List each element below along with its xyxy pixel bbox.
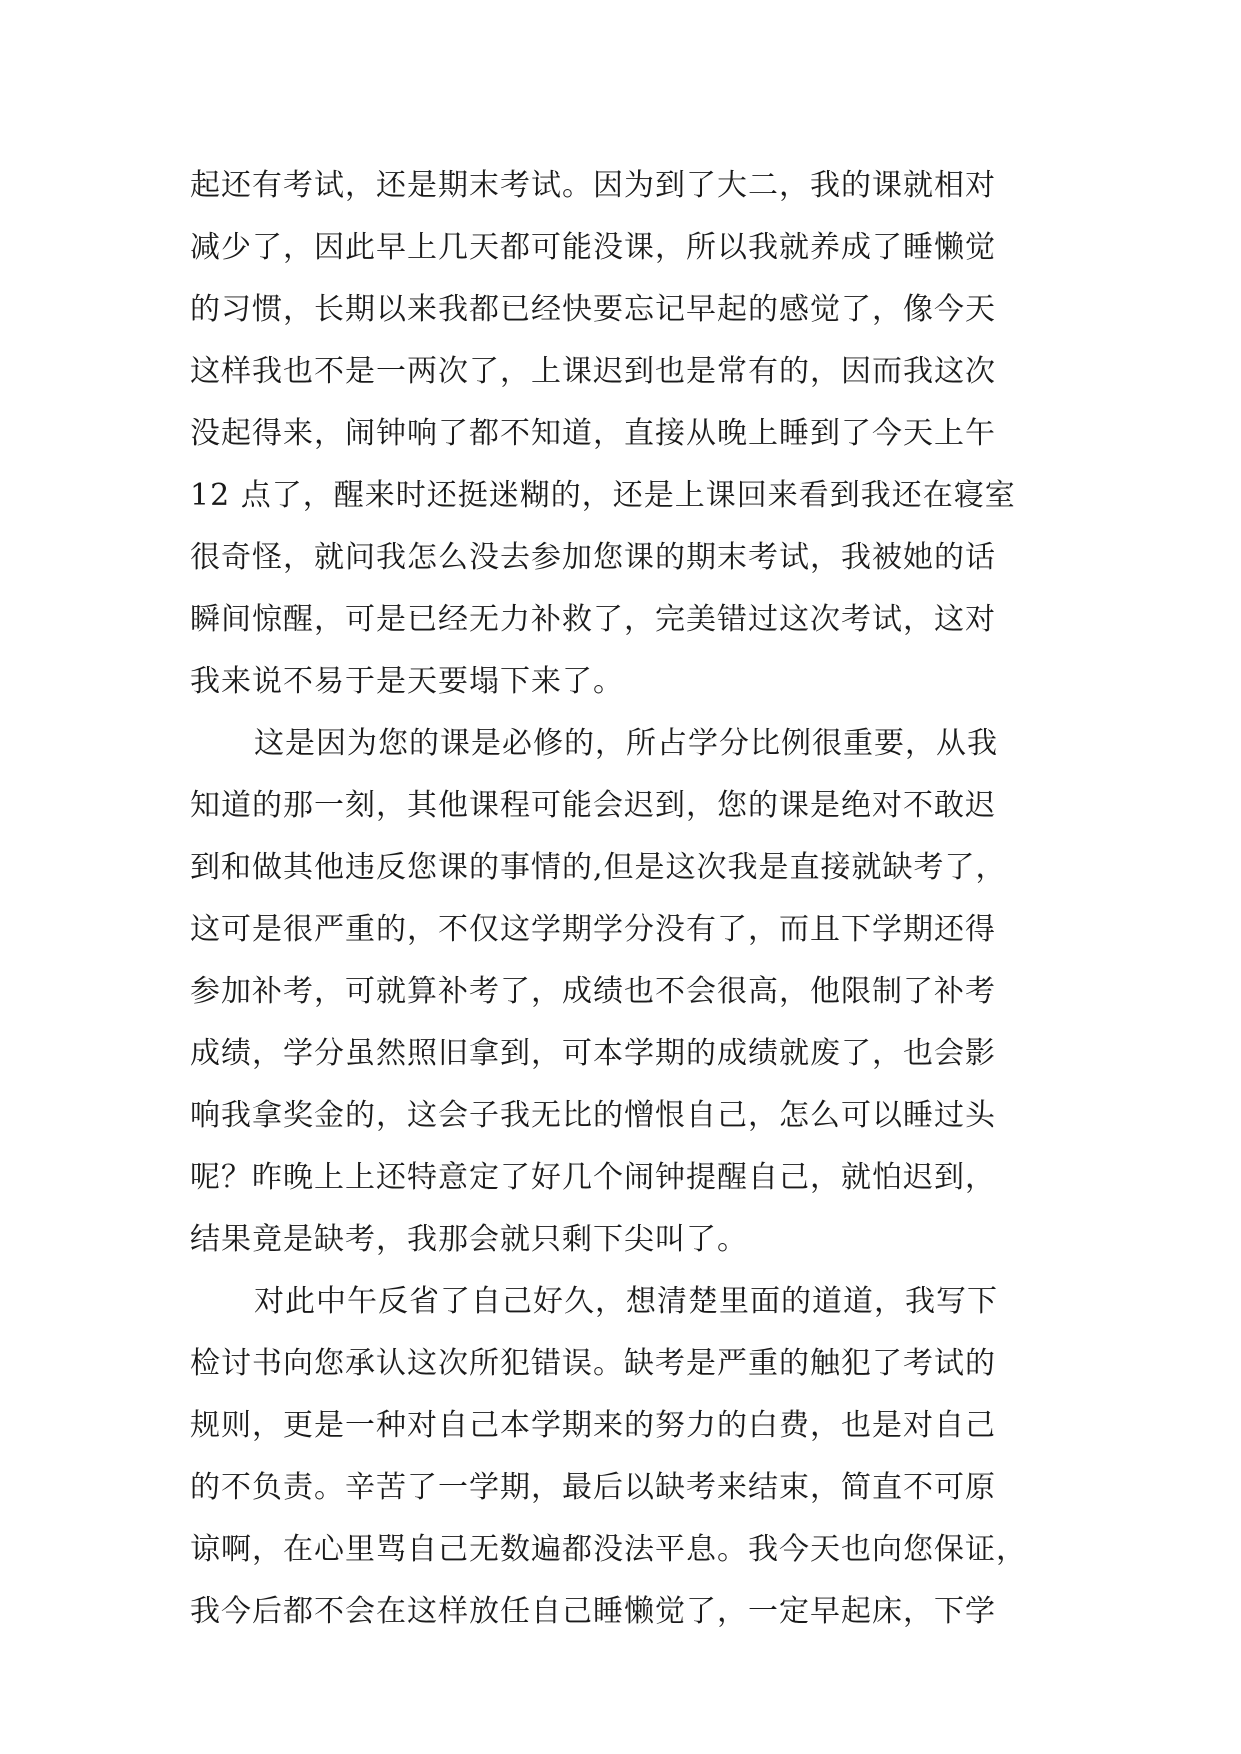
text-line: 这可是很严重的，不仅这学期学分没有了，而且下学期还得 [190,912,996,947]
text-line: 我今后都不会在这样放任自己睡懒觉了，一定早起床，下学 [190,1594,996,1629]
text-line: 结果竟是缺考，我那会就只剩下尖叫了。 [190,1222,748,1257]
text-line: 到和做其他违反您课的事情的,但是这次我是直接就缺考了， [190,850,1007,885]
text-line: 成绩，学分虽然照旧拿到，可本学期的成绩就废了，也会影 [190,1036,996,1071]
text-line: 瞬间惊醒，可是已经无力补救了，完美错过这次考试，这对 [190,602,996,637]
text-line: 很奇怪，就问我怎么没去参加您课的期末考试，我被她的话 [190,540,996,575]
text-line: 呢？昨晚上上还特意定了好几个闹钟提醒自己，就怕迟到， [190,1160,996,1195]
text-line: 12 点了，醒来时还挺迷糊的，还是上课回来看到我还在寝室 [190,478,1016,513]
text-line: 我来说不易于是天要塌下来了。 [190,664,624,699]
text-line: 起还有考试，还是期末考试。因为到了大二，我的课就相对 [190,168,996,203]
text-line: 检讨书向您承认这次所犯错误。缺考是严重的触犯了考试的 [190,1346,996,1381]
paragraph-first-line: 这是因为您的课是必修的，所占学分比例很重要，从我 [254,726,998,761]
document-body [190,155,1070,1643]
text-line: 的不负责。辛苦了一学期，最后以缺考来结束，简直不可原 [190,1470,996,1505]
paragraph-first-line: 对此中午反省了自己好久，想清楚里面的道道，我写下 [254,1284,998,1319]
text-line: 谅啊，在心里骂自己无数遍都没法平息。我今天也向您保证， [190,1532,1027,1567]
text-line: 的习惯，长期以来我都已经快要忘记早起的感觉了，像今天 [190,292,996,327]
text-line: 规则，更是一种对自己本学期来的努力的白费，也是对自己 [190,1408,996,1443]
text-line: 这样我也不是一两次了，上课迟到也是常有的，因而我这次 [190,354,996,389]
text-line: 减少了，因此早上几天都可能没课，所以我就养成了睡懒觉 [190,230,996,265]
text-line: 没起得来，闹钟响了都不知道，直接从晚上睡到了今天上午 [190,416,996,451]
text-line: 参加补考，可就算补考了，成绩也不会很高，他限制了补考 [190,974,996,1009]
text-line: 知道的那一刻，其他课程可能会迟到，您的课是绝对不敢迟 [190,788,996,823]
text-line: 响我拿奖金的，这会子我无比的憎恨自己，怎么可以睡过头 [190,1098,996,1133]
